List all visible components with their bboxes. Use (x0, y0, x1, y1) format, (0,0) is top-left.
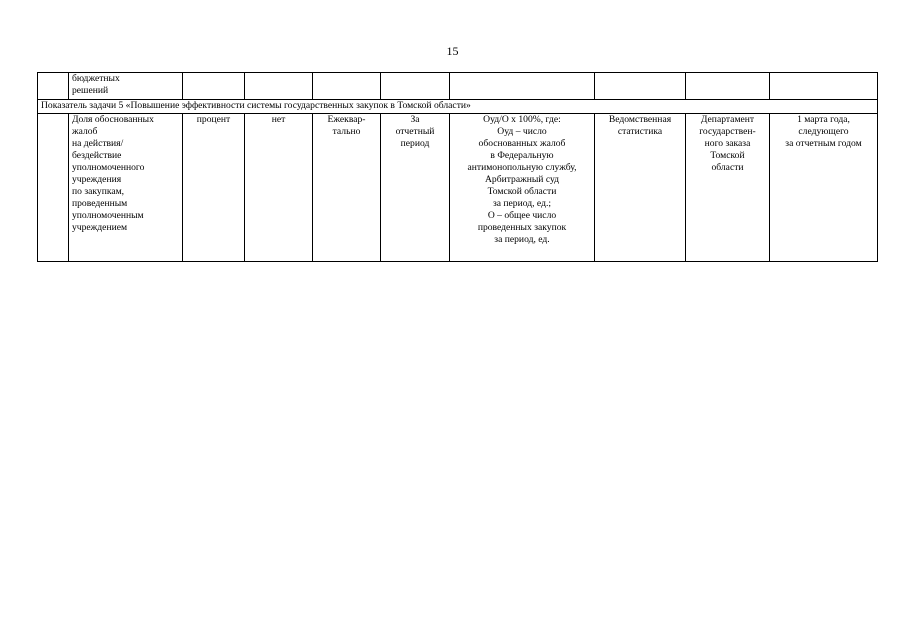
cell-unit (183, 73, 245, 100)
cell-number (38, 114, 69, 262)
section-header: Показатель задачи 5 «Повышение эффективности системы государственных закупок в Томской области» (38, 100, 878, 114)
cell-responsible (686, 73, 770, 100)
cell-formula (450, 73, 595, 100)
cell-responsible: Департамент государствен- ного заказа Томской области (686, 114, 770, 262)
indicator-row (38, 114, 878, 262)
cell-flag (245, 73, 313, 100)
continuation-row (38, 73, 878, 100)
page-number: 15 (446, 44, 459, 58)
cell-flag: нет (245, 114, 313, 262)
cell-period (381, 73, 450, 100)
cell-periodicity (313, 73, 381, 100)
cell-name: Доля обоснованных жалоб на действия/ бездействие уполномоченного учреждения по закупкам, проведенным уполномоченным учреждением (69, 114, 183, 262)
cell-formula: Оуд/О х 100%, где: Оуд – число обоснованных жалоб в Федеральную антимонопольную службу, Арбитражный суд Томской области за период, ед.; О – общее число проведенных закупок за период, ед. (450, 114, 595, 262)
cell-name: бюджетных решений (69, 73, 183, 100)
cell-unit: процент (183, 114, 245, 262)
cell-source (595, 73, 686, 100)
cell-source: Ведомственная статистика (595, 114, 686, 262)
section-header-row (38, 100, 878, 114)
cell-period: За отчетный период (381, 114, 450, 262)
cell-number (38, 73, 69, 100)
cell-deadline: 1 марта года, следующего за отчетным годом (770, 114, 878, 262)
indicators-table (37, 72, 878, 262)
cell-deadline (770, 73, 878, 100)
cell-periodicity: Ежеквар- тально (313, 114, 381, 262)
